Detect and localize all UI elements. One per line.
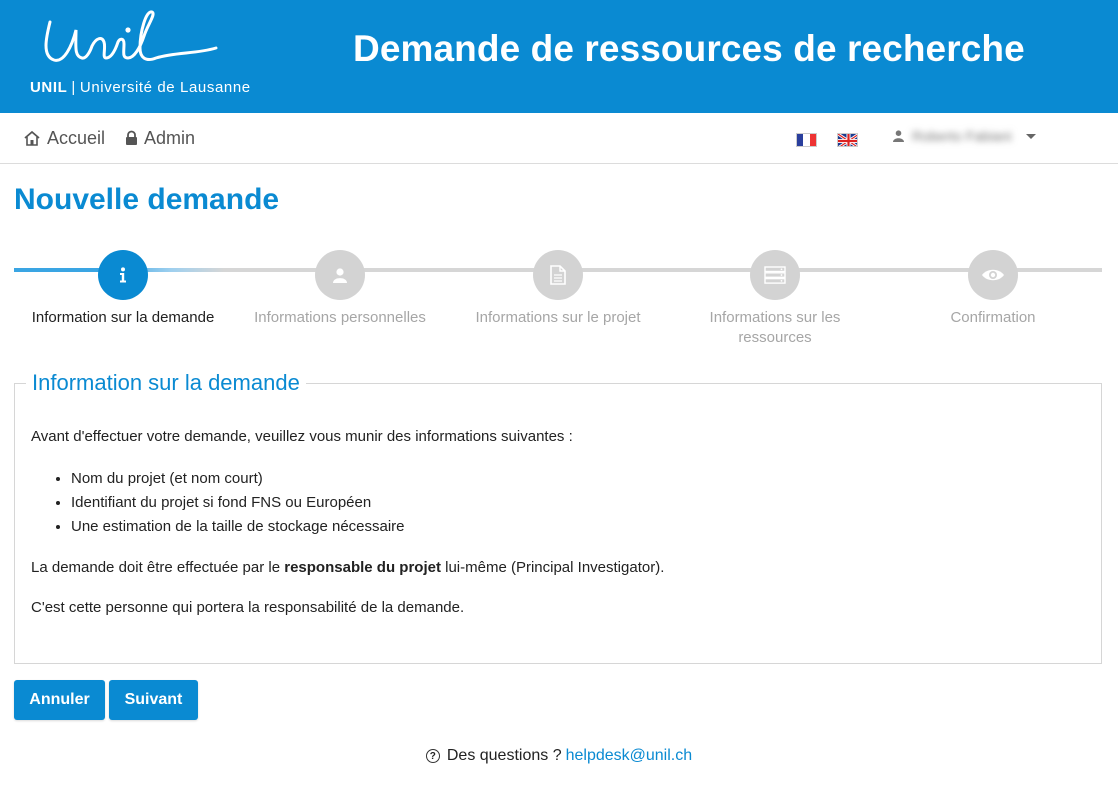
flag-gb-icon[interactable]: [837, 133, 858, 147]
request-info-panel: [14, 370, 1102, 664]
nav-home-link[interactable]: [23, 127, 105, 149]
step-circle: [968, 250, 1018, 300]
caret-down-icon: [1026, 134, 1036, 139]
helpdesk-email-link[interactable]: helpdesk@unil.ch: [565, 747, 693, 764]
required-info-list: [71, 467, 1085, 539]
step-resources-info[interactable]: [675, 250, 875, 348]
flag-fr-icon[interactable]: [796, 133, 817, 147]
footer-text: Des questions ?: [446, 747, 562, 764]
step-confirmation[interactable]: [893, 250, 1093, 328]
step-label: Informations sur le projet: [475, 309, 641, 326]
step-request-info[interactable]: [23, 250, 223, 328]
user-icon: [333, 268, 347, 283]
responsible-text-before: La demande doit être effectuée par le: [31, 559, 285, 576]
logo-separator: |: [71, 79, 76, 96]
eye-icon: [981, 268, 1005, 282]
panel-intro: Avant d'effectuer votre demande, veuillez vous munir des informations suivantes :: [31, 428, 573, 445]
home-icon: [23, 130, 41, 146]
list-item: • Identifiant du projet si fond FNS ou Européen: [71, 491, 1085, 515]
step-circle: [533, 250, 583, 300]
info-icon: [119, 267, 127, 283]
next-button[interactable]: Suivant: [109, 680, 198, 720]
step-label: Informations sur les ressources: [709, 309, 841, 346]
responsible-text-bold: responsable du projet: [284, 559, 441, 576]
nav-admin-link[interactable]: [125, 127, 195, 149]
step-circle: [750, 250, 800, 300]
panel-body: [31, 428, 1085, 617]
unil-logo[interactable]: [36, 8, 226, 80]
app-title: Demande de ressources de recherche: [353, 28, 1025, 69]
step-label: Confirmation: [950, 309, 1036, 326]
server-icon: [764, 266, 786, 284]
step-project-info[interactable]: [458, 250, 658, 328]
step-circle: [315, 250, 365, 300]
logo-full: Université de Lausanne: [79, 79, 251, 96]
question-icon: ?: [426, 749, 440, 763]
panel-legend: Information sur la demande: [26, 370, 306, 396]
nav-admin-label: Admin: [144, 127, 196, 148]
logo-caption: [30, 79, 251, 96]
responsibility-paragraph: C'est cette personne qui portera la responsabilité de la demande.: [31, 599, 465, 616]
logo-short: UNIL: [30, 79, 68, 96]
step-label: Informations personnelles: [254, 309, 426, 326]
step-circle: [98, 250, 148, 300]
unil-logo-text: Unil: [36, 8, 38, 9]
user-icon: [893, 130, 904, 142]
responsible-text-after: lui-même (Principal Investigator).: [440, 559, 665, 576]
lock-icon: [125, 130, 138, 146]
page-title: Nouvelle demande: [14, 183, 280, 216]
document-icon: [550, 265, 566, 285]
nav-home-label: Accueil: [47, 127, 106, 148]
step-label: Information sur la demande: [31, 309, 215, 326]
footer-help: [0, 747, 1118, 765]
cancel-button[interactable]: Annuler: [14, 680, 105, 720]
user-name: Roberto Fabiani: [912, 128, 1012, 144]
step-personal-info[interactable]: [240, 250, 440, 328]
user-menu[interactable]: [893, 128, 1036, 144]
list-item: • Une estimation de la taille de stockage nécessaire: [71, 515, 1085, 539]
list-item: • Nom du projet (et nom court): [71, 467, 1085, 491]
responsible-paragraph: [31, 559, 1085, 577]
site-header: [0, 0, 1118, 113]
